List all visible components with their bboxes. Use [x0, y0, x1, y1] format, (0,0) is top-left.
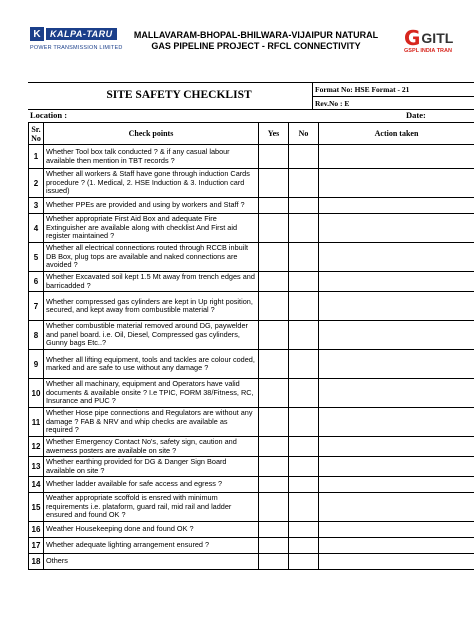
project-line-2: GAS PIPELINE PROJECT - RFCL CONNECTIVITY	[151, 41, 361, 51]
row-number: 8	[29, 321, 44, 350]
check-point-text: Weather Housekeeping done and found OK ?	[44, 522, 259, 538]
yes-cell[interactable]	[259, 272, 289, 292]
check-point-text: Whether compressed gas cylinders are kept in Up right position, secured, and kept away from combustible material ?	[44, 292, 259, 321]
table-row	[29, 272, 474, 292]
action-taken-cell[interactable]	[319, 214, 474, 243]
check-point-text: Whether PPEs are provided and using by workers and Staff ?	[44, 198, 259, 214]
column-header-check: Check points	[44, 123, 259, 145]
table-row	[29, 457, 474, 477]
no-cell[interactable]	[289, 292, 319, 321]
table-row	[29, 493, 474, 522]
action-taken-cell[interactable]	[319, 457, 474, 477]
action-taken-cell[interactable]	[319, 408, 474, 437]
row-number: 16	[29, 522, 44, 538]
no-cell[interactable]	[289, 538, 319, 554]
no-cell[interactable]	[289, 145, 319, 169]
project-line-1: MALLAVARAM-BHOPAL-BHILWARA-VIJAIPUR NATURAL	[133, 30, 379, 40]
no-cell[interactable]	[289, 169, 319, 198]
checklist-table	[28, 122, 474, 570]
column-header-sr: Sr. No	[29, 123, 44, 145]
row-number: 13	[29, 457, 44, 477]
row-number: 6	[29, 272, 44, 292]
row-number: 12	[29, 437, 44, 457]
check-point-text: Whether earthing provided for DG & Danger Sign Board available on site ?	[44, 457, 259, 477]
check-point-text: Whether all lifting equipment, tools and tackles are colour coded, marked and are safe to use without any damage ?	[44, 350, 259, 379]
check-point-text: Whether adequate lighting arrangement ensured ?	[44, 538, 259, 554]
yes-cell[interactable]	[259, 214, 289, 243]
row-number: 9	[29, 350, 44, 379]
action-taken-cell[interactable]	[319, 169, 474, 198]
table-row	[29, 538, 474, 554]
no-cell[interactable]	[289, 408, 319, 437]
check-point-text: Whether ladder available for safe access and egress ?	[44, 477, 259, 493]
yes-cell[interactable]	[259, 292, 289, 321]
no-cell[interactable]	[289, 379, 319, 408]
date-label: Date:	[406, 110, 426, 120]
check-point-text: Whether Hose pipe connections and Regulators are without any damage ? FAB & NRV and whip checks are available as required ?	[44, 408, 259, 437]
no-cell[interactable]	[289, 457, 319, 477]
yes-cell[interactable]	[259, 554, 289, 570]
gitl-subtitle: GSPL INDIA TRAN	[404, 48, 452, 54]
yes-cell[interactable]	[259, 145, 289, 169]
yes-cell[interactable]	[259, 169, 289, 198]
location-row	[28, 108, 474, 122]
row-number: 2	[29, 169, 44, 198]
no-cell[interactable]	[289, 321, 319, 350]
yes-cell[interactable]	[259, 493, 289, 522]
action-taken-cell[interactable]	[319, 538, 474, 554]
row-number: 1	[29, 145, 44, 169]
no-cell[interactable]	[289, 272, 319, 292]
page-title: SITE SAFETY CHECKLIST	[106, 89, 252, 101]
table-row	[29, 379, 474, 408]
kalpataru-subtitle: POWER TRANSMISSION LIMITED	[30, 45, 123, 51]
action-taken-cell[interactable]	[319, 522, 474, 538]
action-taken-cell[interactable]	[319, 350, 474, 379]
table-row	[29, 477, 474, 493]
table-row	[29, 198, 474, 214]
gitl-mark-icon: G	[404, 26, 421, 50]
check-point-text: Whether Tool box talk conducted ? & if any casual labour available then mention in TBT records ?	[44, 145, 259, 169]
table-row	[29, 214, 474, 243]
table-row	[29, 408, 474, 437]
action-taken-cell[interactable]	[319, 243, 474, 272]
gitl-name: GITL	[421, 30, 454, 46]
row-number: 15	[29, 493, 44, 522]
document-header	[28, 24, 474, 82]
table-row	[29, 437, 474, 457]
format-number: Format No: HSE Format - 21	[313, 83, 474, 97]
check-point-text: Whether combustible material removed around DG, paywelder and panel board. i.e. Oil, Diesel, Compressed gas cylinders, Gunny bags Etc..?	[44, 321, 259, 350]
action-taken-cell[interactable]	[319, 437, 474, 457]
no-cell[interactable]	[289, 477, 319, 493]
yes-cell[interactable]	[259, 379, 289, 408]
gitl-logo	[404, 26, 474, 66]
action-taken-cell[interactable]	[319, 272, 474, 292]
column-header-yes: Yes	[259, 123, 289, 145]
project-title	[116, 30, 396, 52]
action-taken-cell[interactable]	[319, 379, 474, 408]
action-taken-cell[interactable]	[319, 145, 474, 169]
check-point-text: Whether all workers & Staff have gone through induction Cards procedure ? (1. Medical, 2. HSE Induction & 3. Induction card issued)	[44, 169, 259, 198]
action-taken-cell[interactable]	[319, 321, 474, 350]
table-row	[29, 522, 474, 538]
yes-cell[interactable]	[259, 477, 289, 493]
kalpataru-mark-icon: K	[30, 27, 44, 41]
format-box	[312, 83, 474, 109]
check-point-text: Whether appropriate First Aid Box and adequate Fire Extinguisher are available along with checklist And First aid register maintained ?	[44, 214, 259, 243]
no-cell[interactable]	[289, 243, 319, 272]
yes-cell[interactable]	[259, 321, 289, 350]
column-header-no: No	[289, 123, 319, 145]
yes-cell[interactable]	[259, 437, 289, 457]
table-row	[29, 169, 474, 198]
title-bar	[28, 82, 474, 110]
row-number: 18	[29, 554, 44, 570]
location-label: Location :	[30, 110, 68, 120]
action-taken-cell[interactable]	[319, 554, 474, 570]
action-taken-cell[interactable]	[319, 198, 474, 214]
table-row	[29, 321, 474, 350]
no-cell[interactable]	[289, 554, 319, 570]
row-number: 5	[29, 243, 44, 272]
no-cell[interactable]	[289, 493, 319, 522]
row-number: 3	[29, 198, 44, 214]
no-cell[interactable]	[289, 437, 319, 457]
checklist-sheet	[28, 24, 474, 566]
action-taken-cell[interactable]	[319, 292, 474, 321]
table-row	[29, 145, 474, 169]
kalpataru-name: KALPA-TARU	[46, 28, 117, 40]
check-point-text: Whether Emergency Contact No's, safety sign, caution and awerness posters are available on site ?	[44, 437, 259, 457]
no-cell[interactable]	[289, 522, 319, 538]
row-number: 7	[29, 292, 44, 321]
table-row	[29, 243, 474, 272]
yes-cell[interactable]	[259, 243, 289, 272]
yes-cell[interactable]	[259, 538, 289, 554]
check-point-text: Others	[44, 554, 259, 570]
yes-cell[interactable]	[259, 350, 289, 379]
no-cell[interactable]	[289, 350, 319, 379]
table-row	[29, 292, 474, 321]
column-header-action: Action taken	[319, 123, 474, 145]
yes-cell[interactable]	[259, 457, 289, 477]
yes-cell[interactable]	[259, 198, 289, 214]
check-point-text: Whether Excavated soil kept 1.5 Mt away from trench edges and barricadded ?	[44, 272, 259, 292]
row-number: 10	[29, 379, 44, 408]
check-point-text: Whether all electrical connections routed through RCCB inbuilt DB Box, plug tops are available and naked connections are avoided ?	[44, 243, 259, 272]
row-number: 11	[29, 408, 44, 437]
yes-cell[interactable]	[259, 522, 289, 538]
row-number: 4	[29, 214, 44, 243]
row-number: 14	[29, 477, 44, 493]
table-header-row	[29, 123, 474, 145]
no-cell[interactable]	[289, 198, 319, 214]
table-row	[29, 350, 474, 379]
yes-cell[interactable]	[259, 408, 289, 437]
revision-number: Rev.No : E	[315, 99, 350, 108]
no-cell[interactable]	[289, 214, 319, 243]
row-number: 17	[29, 538, 44, 554]
check-point-text: Whether all machinary, equipment and Operators have valid documents & available onsite ? I.e TPIC, FORM 38/Fitness, RC, Insurance and PUC ?	[44, 379, 259, 408]
action-taken-cell[interactable]	[319, 493, 474, 522]
check-point-text: Weather appropriate scoffold is ensred with minimum requirements i.e. plataform, guard rail, mid rail and ladder ensured and found OK ?	[44, 493, 259, 522]
action-taken-cell[interactable]	[319, 477, 474, 493]
table-row	[29, 554, 474, 570]
